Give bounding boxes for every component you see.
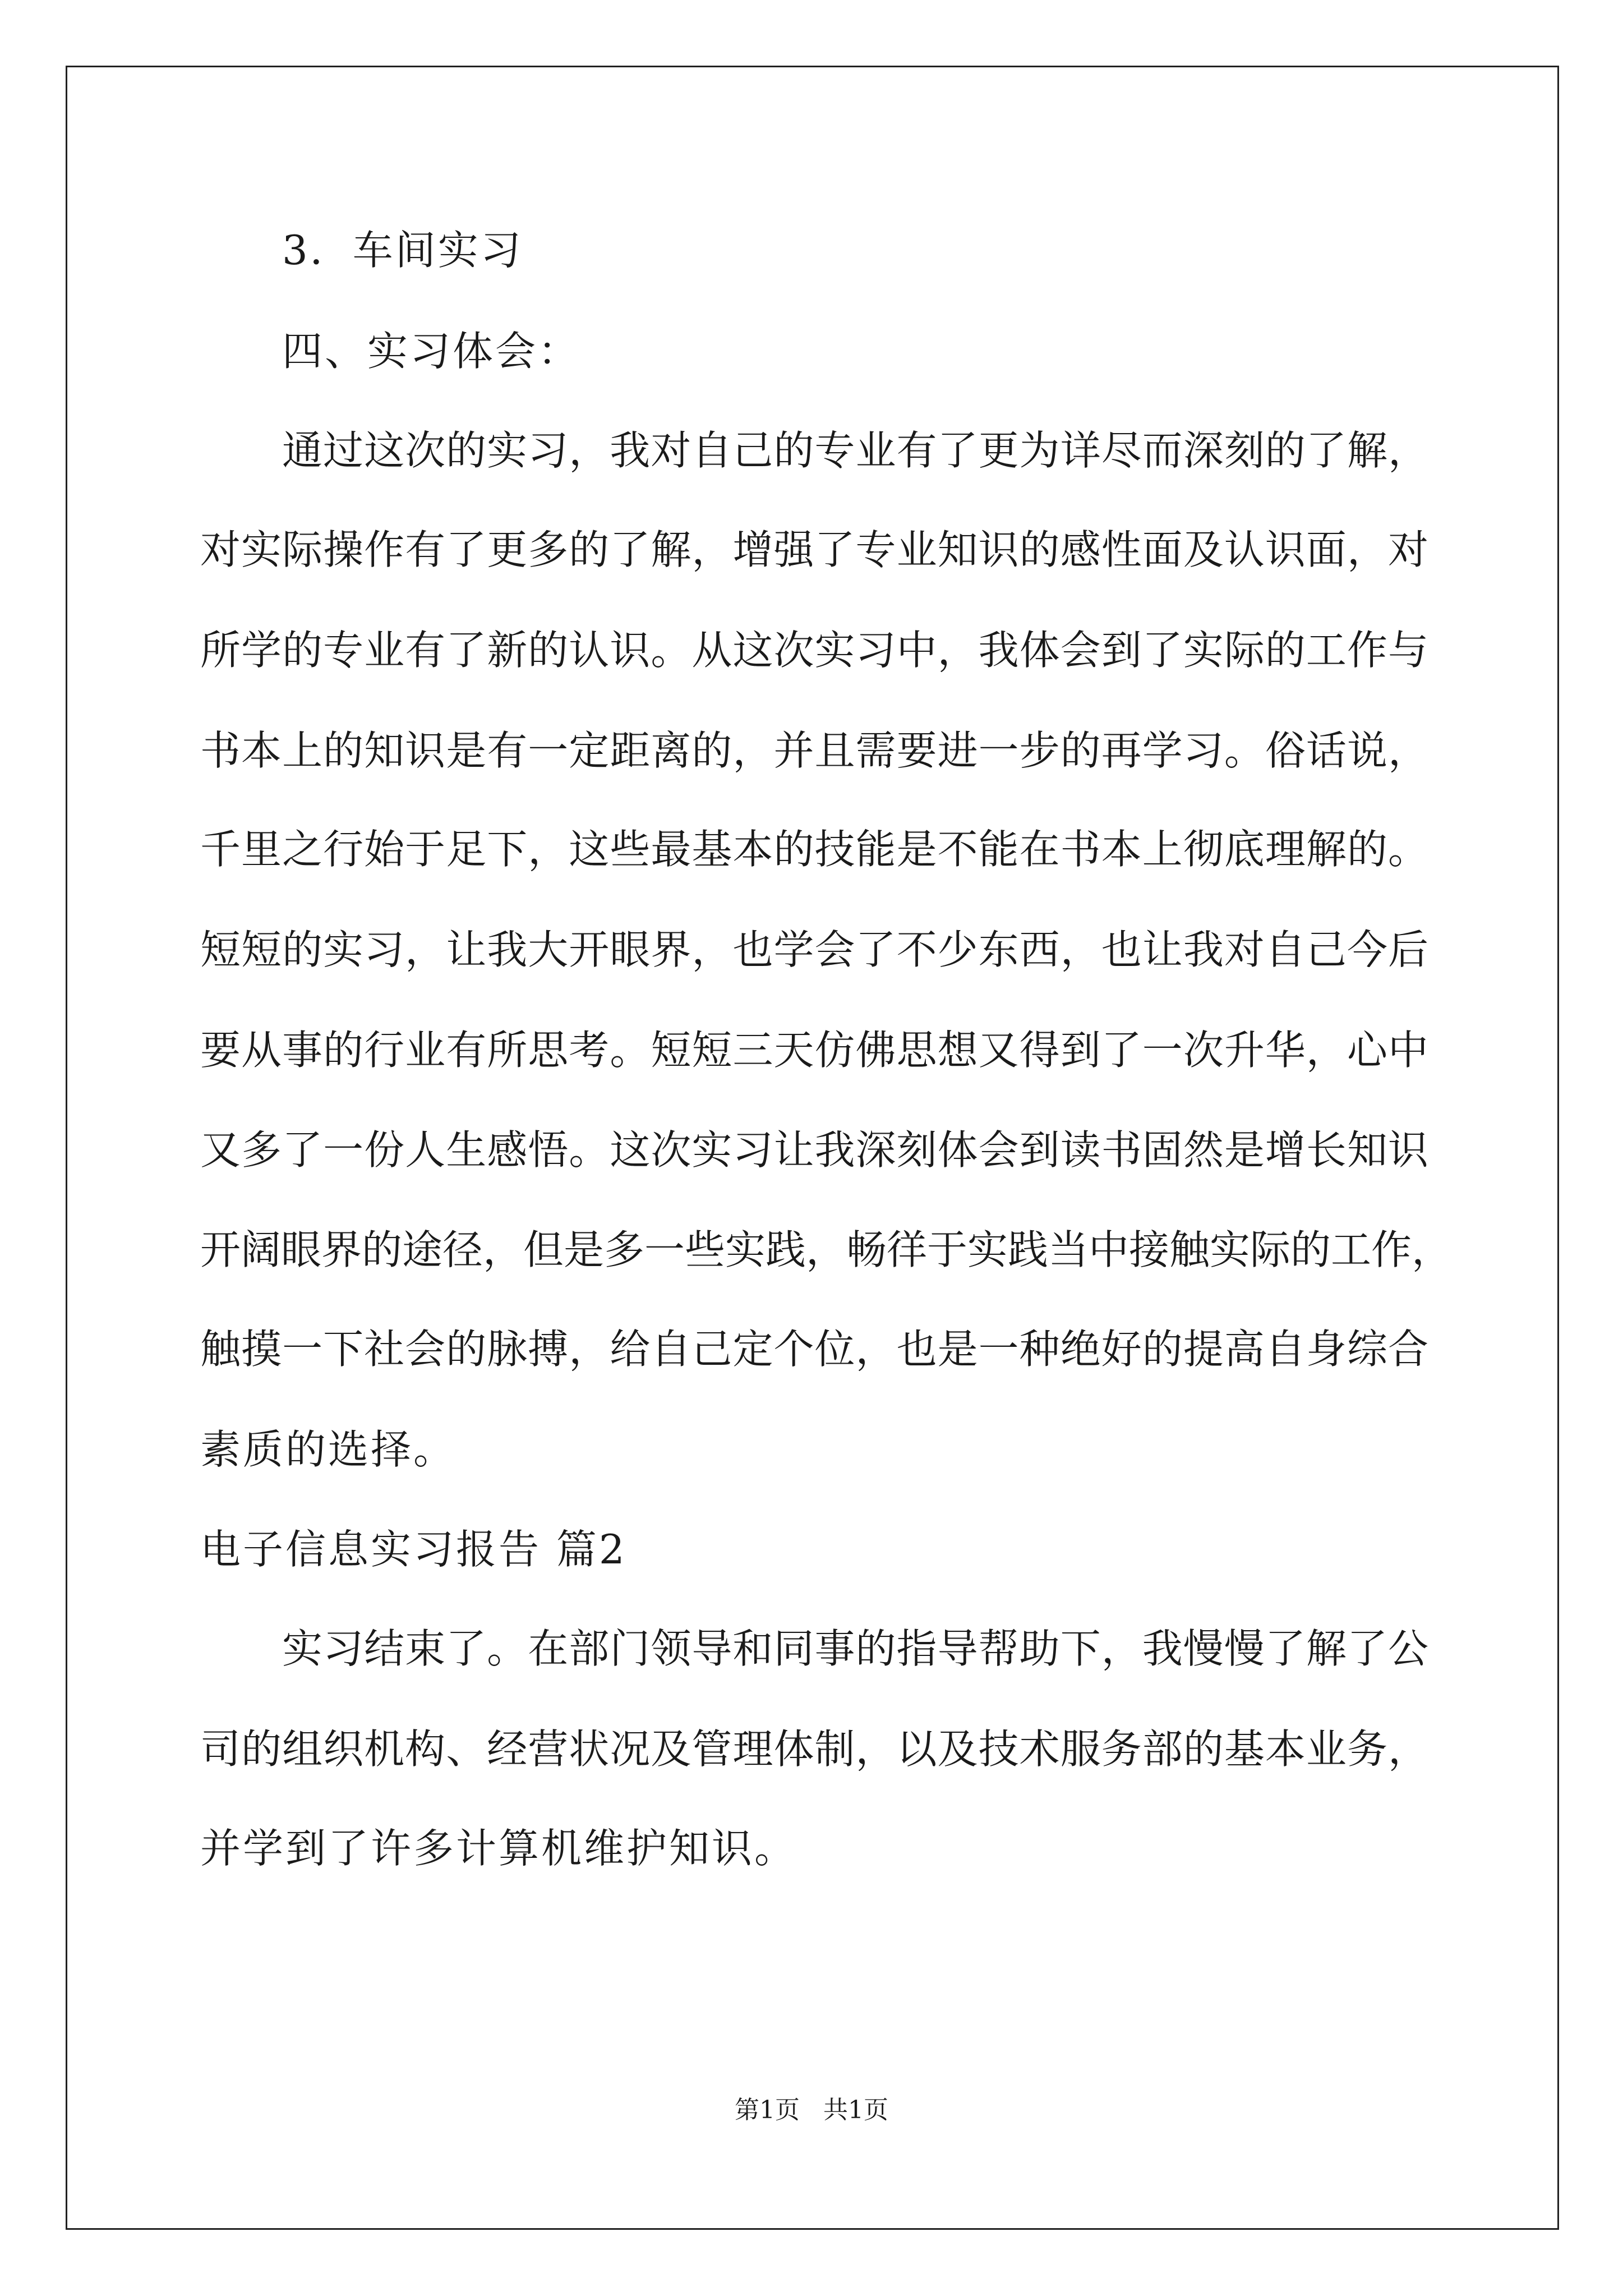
section-title: 电子信息实习报告 篇2 xyxy=(200,1526,627,1573)
paragraph2-line: 实习结束了。在部门领导和同事的指导帮助下，我慢慢了解了公 xyxy=(282,1625,1428,1672)
paragraph1-line: 开阔眼界的途径，但是多一些实践，畅徉于实践当中接触实际的工作， xyxy=(200,1226,1453,1273)
paragraph1-line: 短短的实习，让我大开眼界，也学会了不少东西，也让我对自己今后 xyxy=(200,926,1428,973)
paragraph1-line: 要从事的行业有所思考。短短三天仿佛思想又得到了一次升华，心中 xyxy=(200,1027,1428,1074)
paragraph1-line: 千里之行始于足下，这些最基本的技能是不能在书本上彻底理解的。 xyxy=(200,826,1428,873)
heading-internship-experience: 四、实习体会： xyxy=(282,328,581,375)
paragraph1-line: 又多了一份人生感悟。这次实习让我深刻体会到读书固然是增长知识 xyxy=(200,1126,1428,1174)
paragraph1-line: 所学的专业有了新的认识。从这次实习中，我体会到了实际的工作与 xyxy=(200,627,1428,674)
paragraph1-line: 对实际操作有了更多的了解，增强了专业知识的感性面及认识面，对 xyxy=(200,526,1428,573)
paragraph2-line: 并学到了许多计算机维护知识。 xyxy=(200,1825,797,1872)
paragraph1-line: 素质的选择。 xyxy=(200,1426,457,1473)
heading-workshop-internship: 3．车间实习 xyxy=(282,227,523,274)
paragraph1-line: 通过这次的实习，我对自己的专业有了更为详尽而深刻的了解， xyxy=(282,427,1428,474)
page-footer: 第1页 共1页 xyxy=(735,2096,888,2124)
paragraph1-line: 书本上的知识是有一定距离的，并且需要进一步的再学习。俗话说， xyxy=(200,727,1428,774)
paragraph2-line: 司的组织机构、经营状况及管理体制，以及技术服务部的基本业务， xyxy=(200,1726,1428,1773)
paragraph1-line: 触摸一下社会的脉搏，给自己定个位，也是一种绝好的提高自身综合 xyxy=(200,1326,1428,1373)
